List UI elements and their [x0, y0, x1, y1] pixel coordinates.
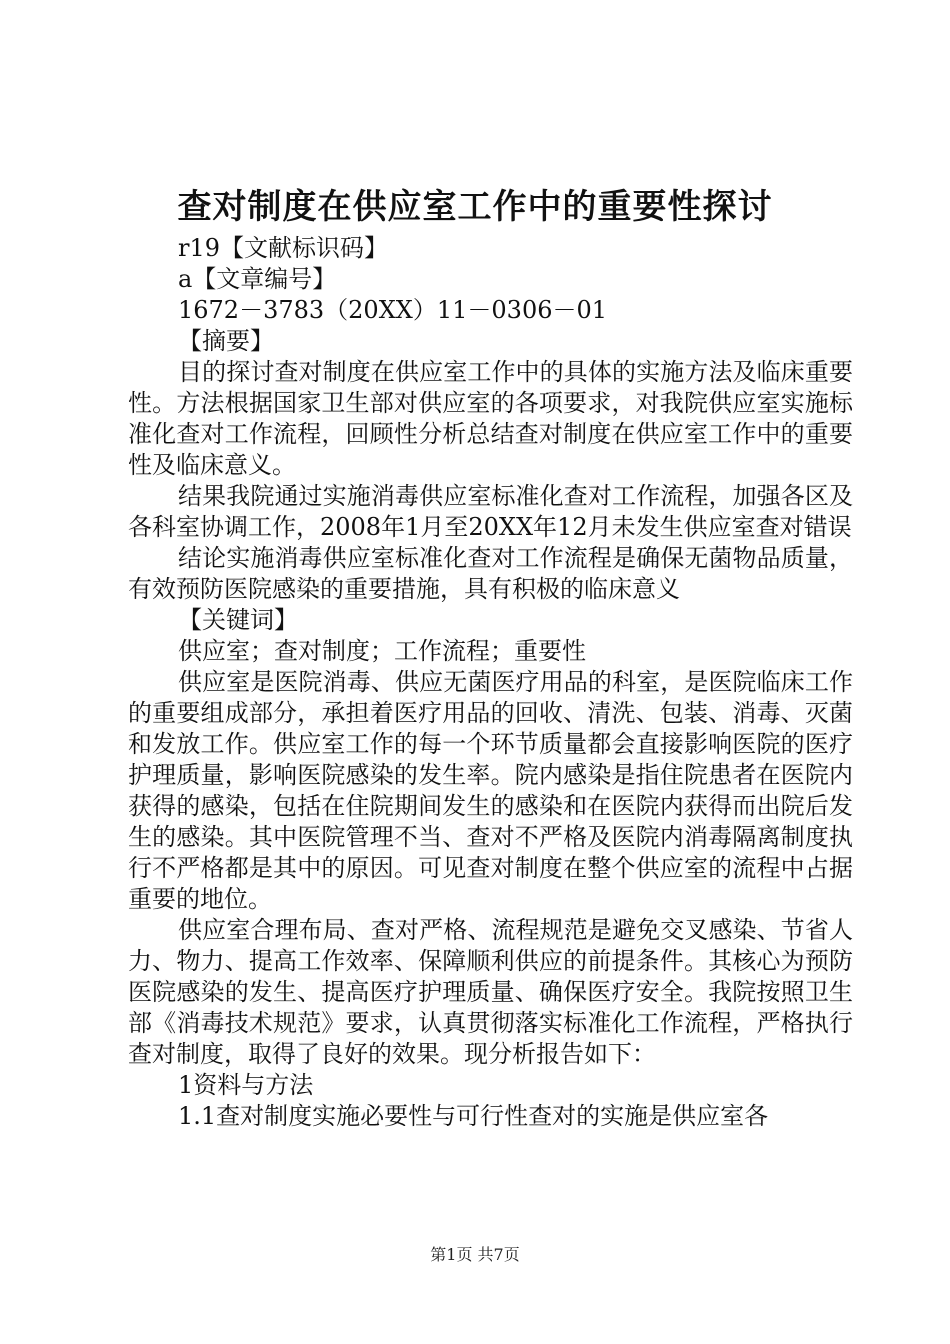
abstract-result-paragraph: 结果我院通过实施消毒供应室标准化查对工作流程，加强各区及各科室协调工作，2008年1月至20XX年12月未发生供应室查对错误: [128, 482, 853, 541]
body-paragraph: 供应室是医院消毒、供应无菌医疗用品的科室，是医院临床工作的重要组成部分，承担着医疗用品的回收、清洗、包装、消毒、灭菌和发放工作。供应室工作的每一个环节质量都会直接影响医院的医疗护理质量，影响医院感染的发生率。院内感染是指住院患者在医院内获得的感染，包括在住院期间发生的感染和在医院内获得而出院后发生的感染。其中医院管理不当、查对不严格及医院内消毒隔离制度执行不严格都是其中的原因。可见查对制度在整个供应室的流程中占据重要的地位。: [128, 668, 853, 913]
keywords-text: 供应室；查对制度；工作流程；重要性: [178, 637, 586, 665]
subsection-line: 1.1查对制度实施必要性与可行性查对的实施是供应室各: [178, 1102, 769, 1130]
meta-line-doc-code: r19【文献标识码】: [178, 234, 389, 262]
abstract-objective-paragraph: 目的探讨查对制度在供应室工作中的具体的实施方法及临床重要性。方法根据国家卫生部对供应室的各项要求，对我院供应室实施标准化查对工作流程，回顾性分析总结查对制度在供应室工作中的重要性及临床意义。: [128, 358, 853, 479]
document-title: 查对制度在供应室工作中的重要性探讨: [177, 187, 773, 227]
meta-line-article-id: a【文章编号】: [178, 265, 337, 293]
abstract-conclusion-paragraph: 结论实施消毒供应室标准化查对工作流程是确保无菌物品质量，有效预防医院感染的重要措施，具有积极的临床意义: [128, 544, 853, 603]
page-footer: 第1页 共7页: [430, 1245, 520, 1264]
body-paragraph: 供应室合理布局、查对严格、流程规范是避免交叉感染、节省人力、物力、提高工作效率、保障顺利供应的前提条件。其核心为预防医院感染的发生、提高医疗护理质量、确保医疗安全。我院按照卫生部《消毒技术规范》要求，认真贯彻落实标准化工作流程，严格执行查对制度，取得了良好的效果。现分析报告如下：: [128, 916, 853, 1068]
abstract-heading: 【摘要】: [178, 327, 274, 355]
keywords-heading: 【关键词】: [178, 606, 298, 634]
document-body: [128, 233, 853, 1132]
section-heading: 1资料与方法: [178, 1071, 314, 1099]
meta-line-issn: 1672－3783（20XX）11－0306－01: [178, 296, 608, 324]
